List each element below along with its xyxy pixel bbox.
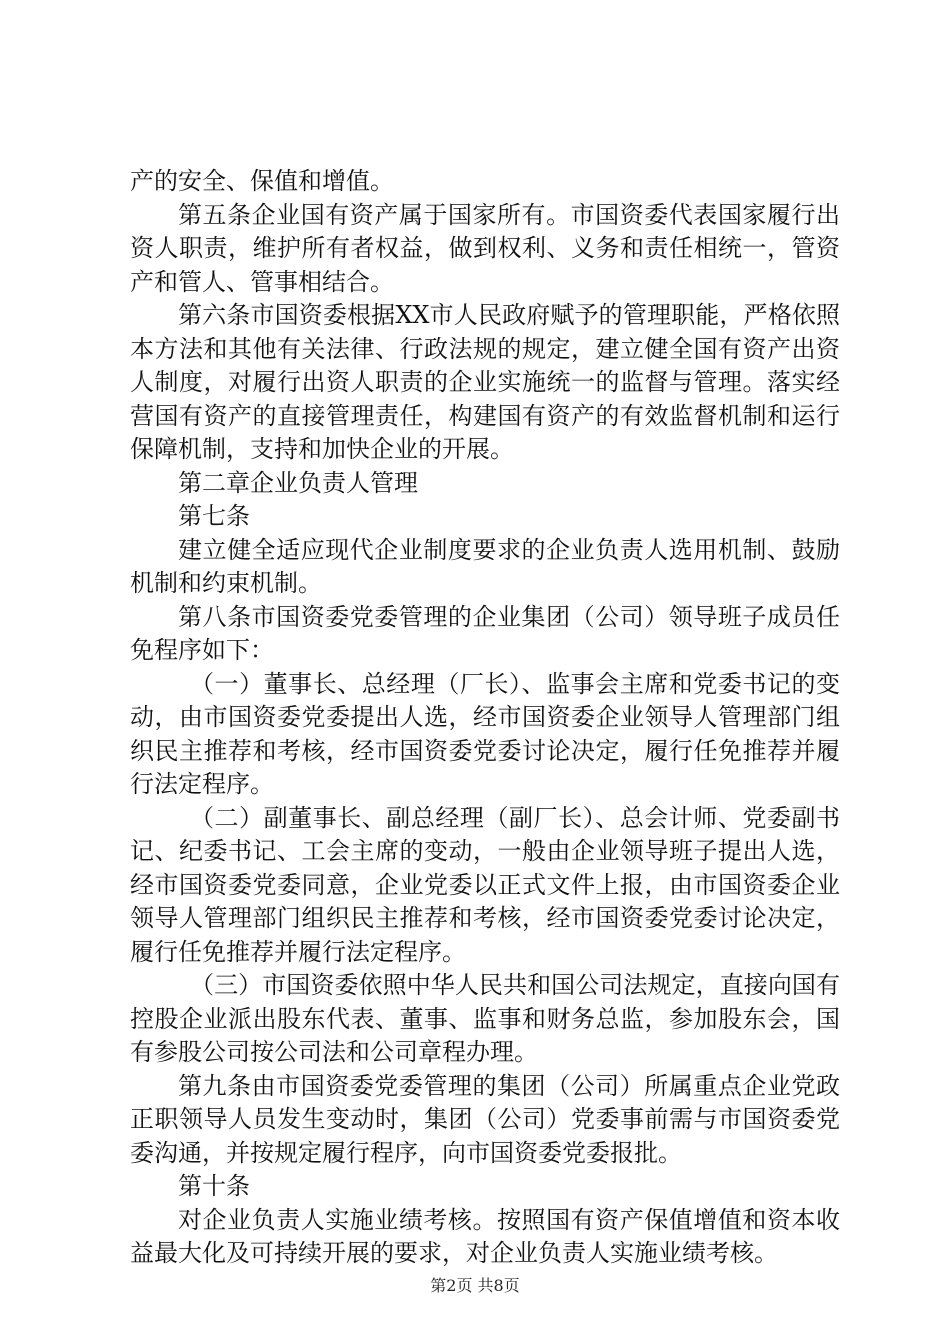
list-item: （二）副董事长、副总经理（副厂长）、总会计师、党委副书记、纪委书记、工会主席的变动，一般由企业领导班子提出人选，经市国资委党委同意，企业党委以正式文件上报，由市国资委企业领导人管理部门组织民主推荐和考核，经市国资委党委讨论决定，履行任免推荐并履行法定程序。 [130, 803, 840, 966]
article-heading: 第十条 [178, 1172, 250, 1200]
document-body [130, 165, 840, 1271]
paragraph: 对企业负责人实施业绩考核。按照国有资产保值增值和资本收益最大化及可持续开展的要求，对企业负责人实施业绩考核。 [130, 1205, 840, 1267]
paragraph: 建立健全适应现代企业制度要求的企业负责人选用机制、鼓励机制和约束机制。 [130, 535, 840, 597]
paragraph: 第八条市国资委党委管理的企业集团（公司）领导班子成员任免程序如下： [130, 602, 840, 664]
paragraph: 产的安全、保值和增值。 [130, 167, 394, 195]
paragraph: 第九条由市国资委党委管理的集团（公司）所属重点企业党政正职领导人员发生变动时，集团（公司）党委事前需与市国资委党委沟通，并按规定履行程序，向市国资委党委报批。 [130, 1071, 840, 1167]
chapter-heading: 第二章企业负责人管理 [178, 468, 418, 497]
page-number-footer: 第2页 共8页 [430, 1276, 520, 1295]
list-item: （一）董事长、总经理（厂长）、监事会主席和党委书记的变动，由市国资委党委提出人选，经市国资委企业领导人管理部门组织民主推荐和考核，经市国资委党委讨论决定，履行任免推荐并履行法定程序。 [130, 669, 840, 798]
list-item: （三）市国资委依照中华人民共和国公司法规定，直接向国有控股企业派出股东代表、董事、监事和财务总监，参加股东会，国有参股公司按公司法和公司章程办理。 [130, 971, 840, 1066]
paragraph: 第六条市国资委根据XX市人民政府赋予的管理职能，严格依照本方法和其他有关法律、行政法规的规定，建立健全国有资产出资人制度，对履行出资人职责的企业实施统一的监督与管理。落实经营国有资产的直接管理责任，构建国有资产的有效监督机制和运行保障机制，支持和加快企业的开展。 [130, 301, 840, 463]
article-heading: 第七条 [178, 502, 250, 530]
paragraph: 第五条企业国有资产属于国家所有。市国资委代表国家履行出资人职责，维护所有者权益，做到权利、义务和责任相统一，管资产和管人、管事相结合。 [130, 200, 840, 296]
